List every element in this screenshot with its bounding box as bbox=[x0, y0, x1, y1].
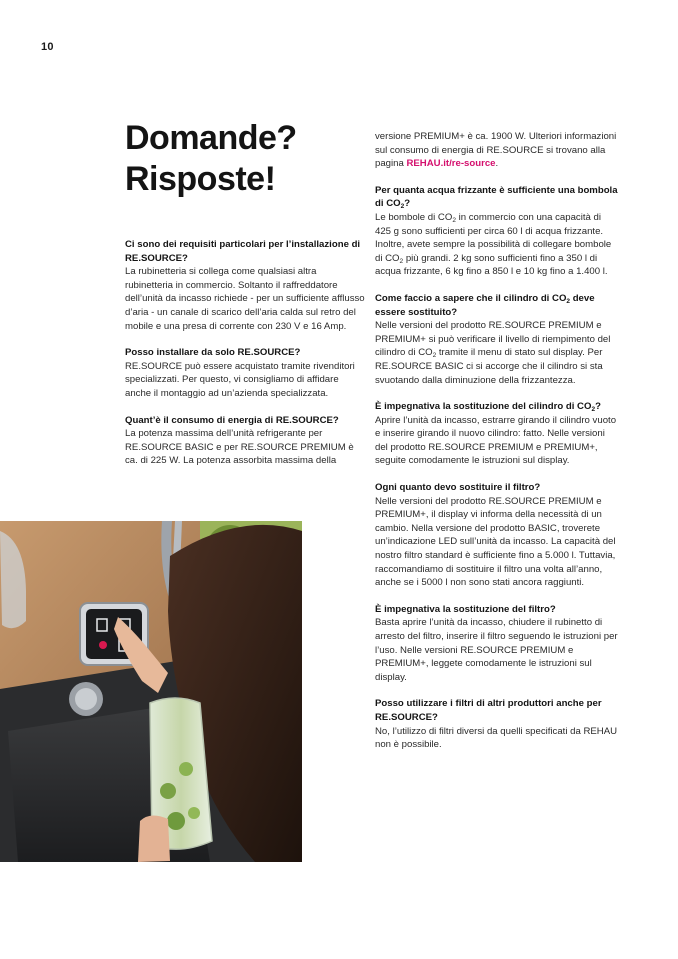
faq-item bbox=[375, 481, 619, 590]
subscript: 2 bbox=[591, 406, 596, 414]
faq-item bbox=[375, 292, 619, 387]
kitchen-photo bbox=[0, 521, 302, 862]
page-title bbox=[125, 118, 297, 200]
faq-answer-text: versione PREMIUM+ è ca. 1900 W. Ulteriori informazioni sul consumo di energia di RE.SOURCE si trovano alla pagina bbox=[375, 131, 617, 170]
faq-answer-text: La potenza massima dell’unità refrigerante per RE.SOURCE BASIC e per RE.SOURCE PREMIUM è ca. di 225 W. La potenza assorbita massima della bbox=[125, 428, 354, 467]
faq-answer bbox=[375, 130, 619, 171]
faq-question-text: Ogni quanto devo sostituire il filtro? bbox=[375, 482, 541, 494]
faq-question-text: Per quanta acqua frizzante è sufficiente una bombola di CO bbox=[375, 184, 618, 210]
faq-answer bbox=[125, 265, 367, 333]
title-line-1: Domande? bbox=[125, 119, 297, 157]
faq-answer bbox=[375, 616, 619, 684]
faq-question-text: Posso installare da solo RE.SOURCE? bbox=[125, 347, 301, 359]
faq-answer bbox=[125, 360, 367, 401]
faq-answer bbox=[375, 495, 619, 590]
faq-answer-text: Aprire l’unità da incasso, estrarre girando il cilindro vuoto e inserire girando il nuovo cilindro: fatto. Nelle versioni del prodotto RE.SOURCE PREMIUM e PREMIUM+, seguite comodamente le istruzioni sul display. bbox=[375, 414, 617, 467]
faq-answer-text-end: più grandi. 2 kg sono sufficienti fino a 350 l di acqua frizzante, 6 kg fino a 850 l e 10 kg fino a 1.400 l. bbox=[375, 252, 608, 278]
faq-question-text-end: ? bbox=[404, 198, 411, 210]
subscript: 2 bbox=[566, 297, 571, 305]
faq-column-right bbox=[375, 130, 619, 765]
faq-item bbox=[375, 400, 619, 468]
faq-answer-text-end: . bbox=[495, 158, 499, 170]
faq-answer bbox=[375, 414, 619, 468]
faq-question-text-end: deve essere sostituito? bbox=[375, 292, 595, 318]
page-number: 10 bbox=[41, 41, 54, 53]
faq-question bbox=[375, 603, 619, 617]
faq-question bbox=[375, 400, 619, 414]
subscript: 2 bbox=[400, 203, 405, 211]
faq-answer bbox=[375, 211, 619, 279]
faq-answer-text: Nelle versioni del prodotto RE.SOURCE PREMIUM e PREMIUM+, il display vi informa della necessità di un cambio. Nella versione del prodotto BASIC, troverete un’indicazione LED sull’unità da incasso. La capacità del nostro filtro standard è sufficiente fino a 5.000 l. Tuttavia, raccomandiamo di sostituire il filtro una volta all’anno, anche se i 5000 l non sono stati ancora raggiunti. bbox=[375, 495, 616, 589]
rehau-link[interactable]: REHAU.it/re-source bbox=[406, 158, 496, 170]
faq-question bbox=[125, 414, 367, 428]
faq-question-text: È impegnativa la sostituzione del filtro? bbox=[375, 603, 556, 615]
faq-item bbox=[125, 346, 367, 400]
faq-item bbox=[375, 184, 619, 279]
faq-answer-text: in commercio con una capacità di 425 g sono sufficienti per circa 60 l di acqua frizzante. Inoltre, avete sempre la possibilità di collegare bombole di CO bbox=[375, 211, 612, 264]
faq-question-text: È impegnativa la sostituzione del cilindro di CO bbox=[375, 401, 592, 413]
faq-question bbox=[375, 697, 619, 724]
faq-answer-text: Nelle versioni del prodotto RE.SOURCE PREMIUM e PREMIUM+ si può verificare il livello di riempimento del cilindro di CO bbox=[375, 320, 611, 359]
faq-question bbox=[375, 481, 619, 495]
faq-answer-text: Le bombole di CO bbox=[375, 211, 453, 223]
faq-answer bbox=[125, 427, 367, 468]
subscript: 2 bbox=[452, 216, 456, 224]
faq-item bbox=[375, 603, 619, 685]
faq-answer-text: No, l’utilizzo di filtri diversi da quelli specificati da REHAU non è possibile. bbox=[375, 725, 618, 751]
subscript: 2 bbox=[432, 352, 437, 360]
faq-question bbox=[125, 346, 367, 360]
faq-answer-text: Basta aprire l’unità da incasso, chiudere il rubinetto di arresto del filtro, inserire il filtro seguendo le istruzioni per l’uso. Nelle versioni RE.SOURCE PREMIUM e PREMIUM+, leggete comodamente le istruzioni sul display. bbox=[375, 617, 618, 683]
faq-answer bbox=[375, 725, 619, 752]
faq-question-text: Ci sono dei requisiti particolari per l’installazione di RE.SOURCE? bbox=[125, 239, 361, 264]
kitchen-photo-illustration bbox=[0, 521, 302, 862]
faq-item bbox=[125, 238, 367, 333]
faq-question-text: Posso utilizzare i filtri di altri produttori anche per RE.SOURCE? bbox=[375, 698, 602, 723]
faq-question bbox=[375, 292, 619, 319]
faq-item bbox=[375, 697, 619, 751]
faq-question bbox=[125, 238, 367, 265]
title-line-2: Risposte! bbox=[125, 160, 276, 198]
faq-question bbox=[375, 184, 619, 211]
faq-answer-text: La rubinetteria si collega come qualsiasi altra rubinetteria in commercio. Soltanto il raffreddatore dell’unità da incasso richiede - per un sufficiente afflusso d’aria - un canale di scarico dell’aria calda sul retro del mobile e una presa di corrente con 230 V e 16 Amp. bbox=[125, 266, 365, 332]
subscript: 2 bbox=[399, 257, 404, 265]
faq-answer-text-end: tramite il menu di stato sul display. Per RE.SOURCE BASIC ci si accorge che il cilindro si sta svuotando dalla diminuzione della frizzantezza. bbox=[375, 347, 603, 386]
faq-question-text: Come faccio a sapere che il cilindro di CO bbox=[375, 292, 567, 304]
faq-column-left bbox=[125, 238, 367, 481]
faq-answer bbox=[375, 319, 619, 387]
faq-answer-text: RE.SOURCE può essere acquistato tramite rivenditori specializzati. Per questo, vi consigliamo di affidare anche il montaggio ad un’azienda specializzata. bbox=[125, 360, 355, 399]
faq-item bbox=[125, 414, 367, 468]
faq-question-text-end: ? bbox=[595, 401, 601, 413]
faq-question-text: Quant’è il consumo di energia di RE.SOURCE? bbox=[125, 414, 339, 426]
faq-continuation bbox=[375, 130, 619, 171]
